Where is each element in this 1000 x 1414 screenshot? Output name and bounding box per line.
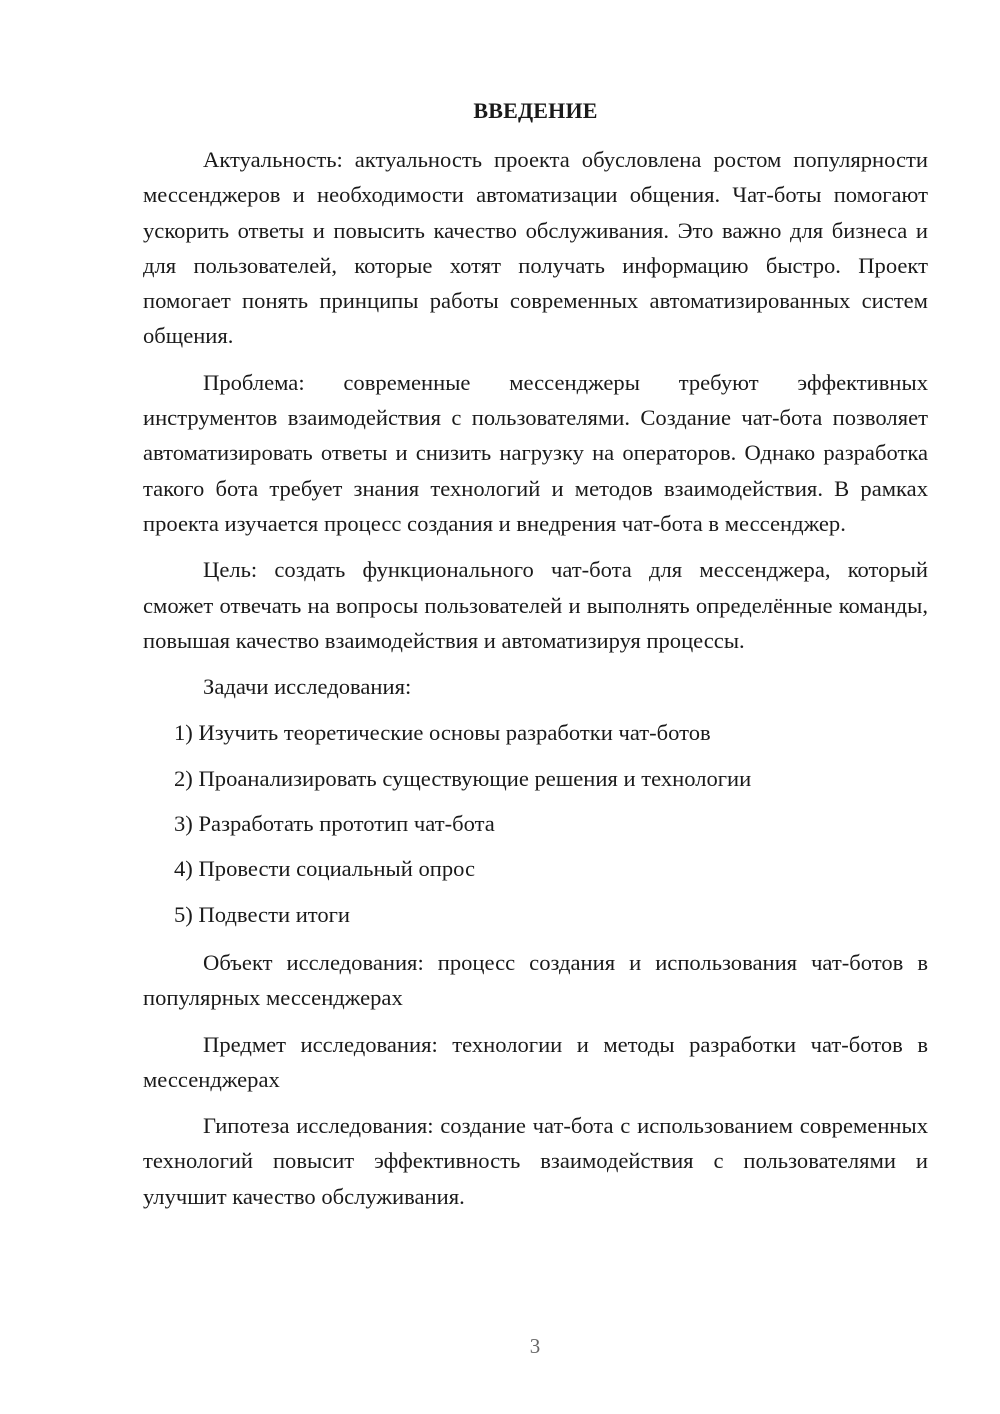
task-item: 3) Разработать прототип чат-бота (174, 811, 495, 837)
task-item: 2) Проанализировать существующие решения и технологии (174, 765, 752, 791)
tasks-list (143, 718, 928, 929)
relevance-paragraph: Актуальность: актуальность проекта обусловлена ростом популярности мессенджеров и необходимости автоматизации общения. Чат-боты помогают ускорить ответы и повысить качество обслуживания. Это важно для бизнеса и для пользователей, которые хотят получать информацию быстро. Проект помогает понять принципы работы современных автоматизированных систем общения. (143, 147, 928, 349)
task-item: 1) Изучить теоретические основы разработки чат-ботов (174, 720, 711, 746)
object-paragraph: Объект исследования: процесс создания и использования чат-ботов в популярных мессенджерах (143, 949, 928, 1011)
page-title: ВВЕДЕНИЕ (473, 98, 598, 123)
task-item: 4) Провести социальный опрос (174, 856, 476, 882)
hypothesis-paragraph: Гипотеза исследования: создание чат-бота с использованием современных технологий повысит эффективность взаимодействия с пользователями и улучшит качество обслуживания. (143, 1113, 928, 1209)
task-item: 5) Подвести итоги (174, 901, 351, 927)
goal-paragraph: Цель: создать функционального чат-бота для мессенджера, который сможет отвечать на вопросы пользователей и выполнять определённые команды, повышая качество взаимодействия и автоматизируя процессы. (143, 557, 928, 653)
subject-paragraph: Предмет исследования: технологии и методы разработки чат-ботов в мессенджерах (143, 1031, 928, 1092)
problem-paragraph: Проблема: современные мессенджеры требуют эффективных инструментов взаимодействия с пользователями. Создание чат-бота позволяет автоматизировать ответы и снизить нагрузку на операторов. Однако разработка такого бота требует знания технологий и методов взаимодействия. В рамках проекта изучается процесс создания и внедрения чат-бота в мессенджер. (143, 369, 928, 536)
tasks-heading: Задачи исследования: (203, 674, 412, 700)
page-number: 3 (529, 1334, 541, 1358)
document-page (143, 96, 928, 1225)
